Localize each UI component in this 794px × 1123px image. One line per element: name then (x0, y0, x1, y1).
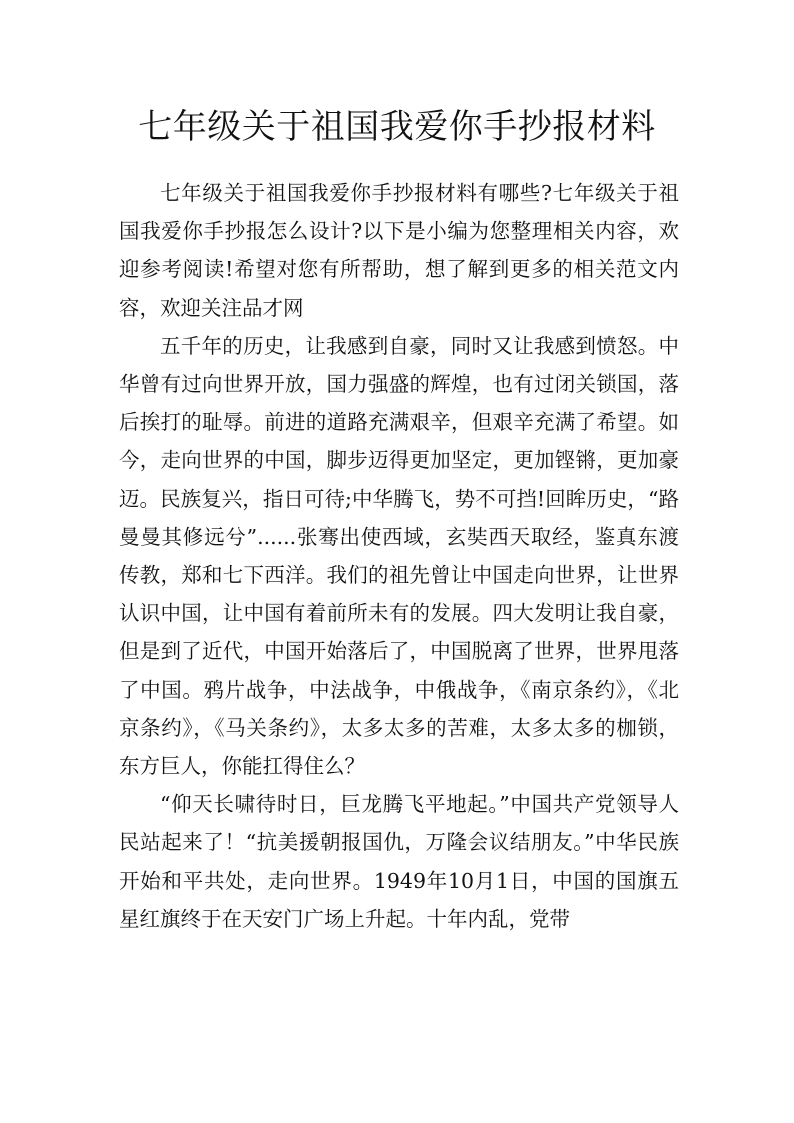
document-title: 七年级关于祖国我爱你手抄报材料 (138, 107, 656, 147)
document-body (119, 174, 679, 938)
paragraph-history: 五千年的历史，让我感到自豪，同时又让我感到愤怒。中华曾有过向世界开放，国力强盛的辉煌，也有过闭关锁国，落后挨打的耻辱。前进的道路充满艰辛，但艰辛充满了希望。如今，走向世界的中国，脚步迈得更加坚定，更加铿锵，更加豪迈。民族复兴，指日可待;中华腾飞，势不可挡!回眸历史，“路曼曼其修远兮”......张骞出使西域，玄奘西天取经，鉴真东渡传教，郑和七下西洋。我们的祖先曾让中国走向世界，让世界认识中国，让中国有着前所未有的发展。四大发明让我自豪，但是到了近代，中国开始落后了，中国脱离了世界，世界甩落了中国。鸦片战争，中法战争，中俄战争，《南京条约》，《北京条约》，《马关条约》，太多太多的苦难，太多太多的枷锁，东方巨人，你能扛得住么？ (119, 333, 679, 779)
paragraph-intro: 七年级关于祖国我爱你手抄报材料有哪些?七年级关于祖国我爱你手抄报怎么设计?以下是小编为您整理相关内容，欢迎参考阅读!希望对您有所帮助，想了解到更多的相关范文内容，欢迎关注品才网 (119, 181, 679, 320)
paragraph-rise: “仰天长啸待时日，巨龙腾飞平地起。”中国共产党领导人民站起来了！“抗美援朝报国仇，万隆会议结朋友。”中华民族开始和平共处，走向世界。1949年10月1日，中国的国旗五星红旗终于在天安门广场上升起。十年内乱，党带 (119, 792, 679, 931)
